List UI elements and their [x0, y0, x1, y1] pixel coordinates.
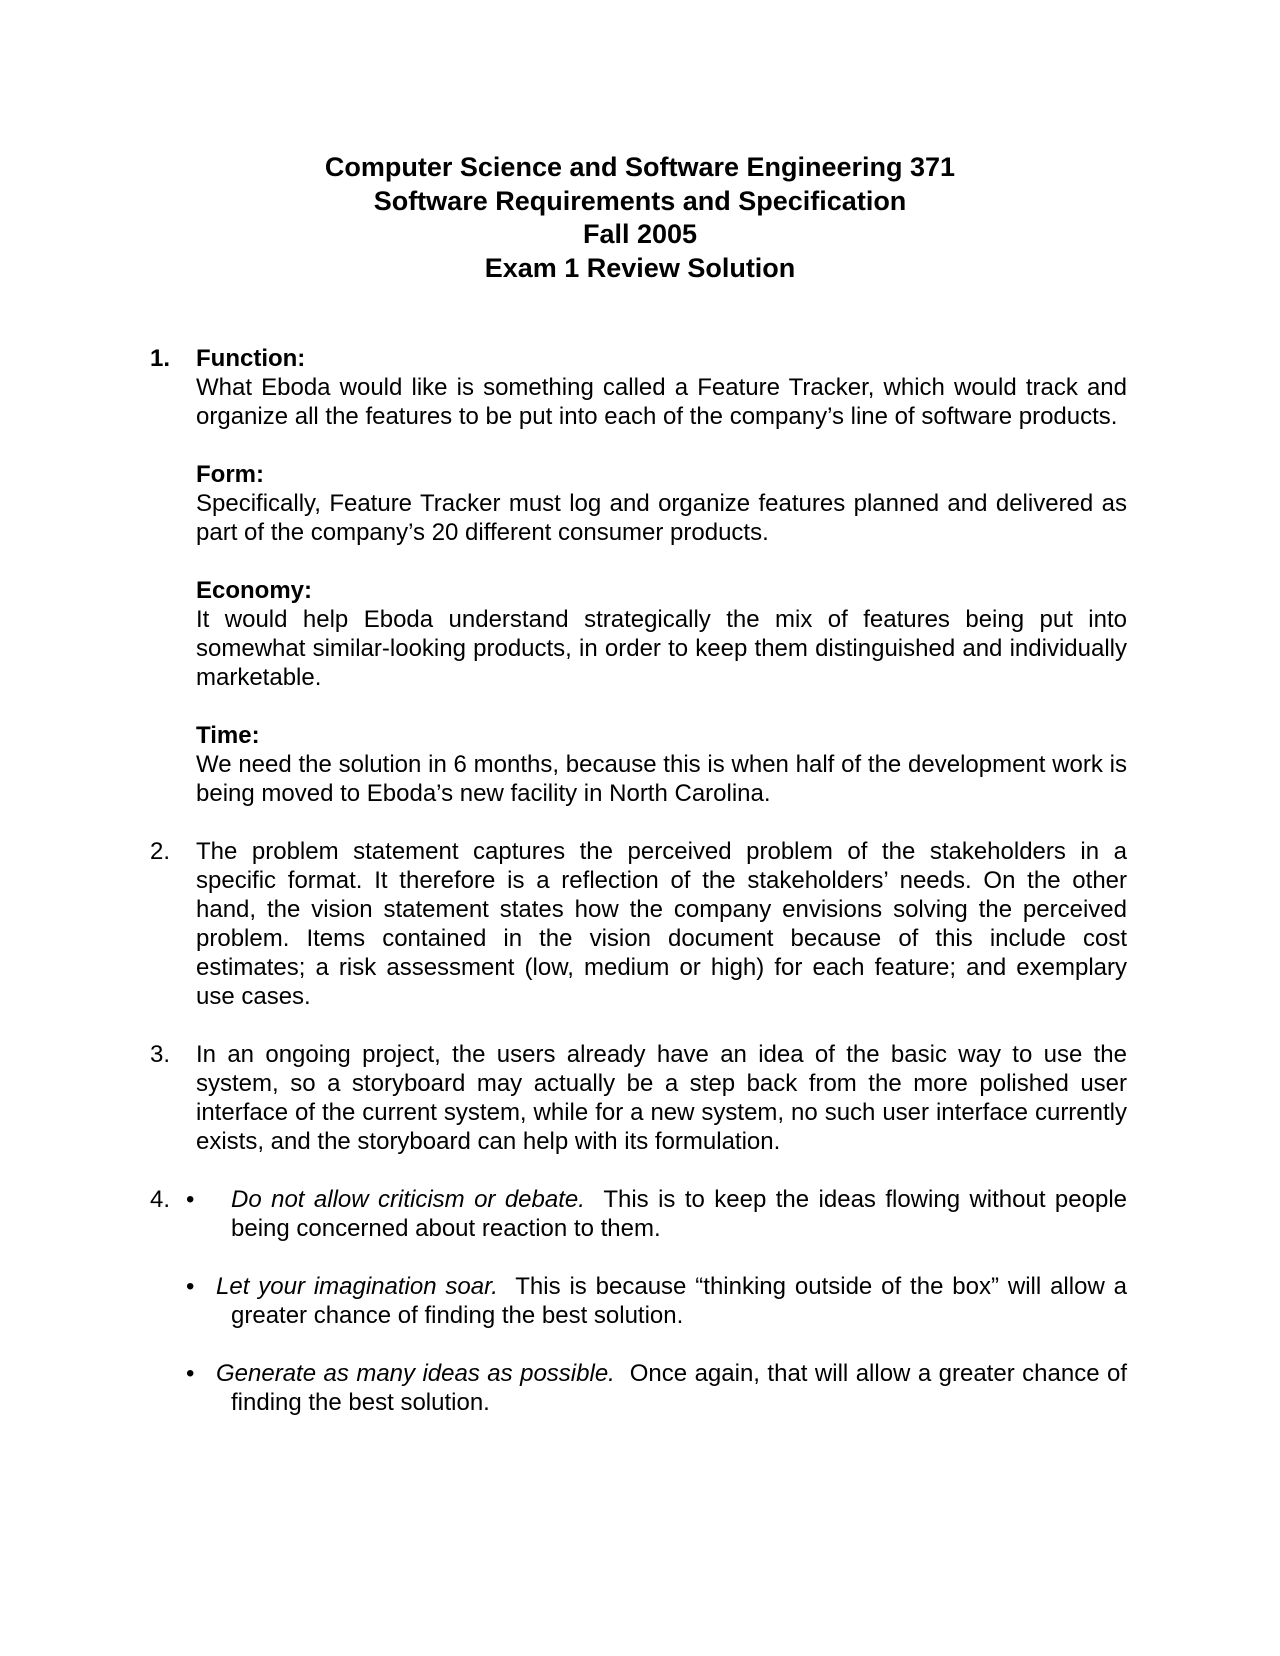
bullet-icon: • — [186, 1186, 195, 1213]
answer-4 — [150, 1185, 1134, 1417]
section-text: We need the solution in 6 months, because this is when half of the development work is being moved to Eboda’s new facility in North Carolina. — [196, 751, 1127, 807]
section-text: It would help Eboda understand strategically the mix of features being put into somewhat similar-looking products, in order to keep them distinguished and individually marketable. — [196, 606, 1127, 691]
item-number: 4. — [150, 1186, 171, 1213]
section-heading: Time: — [196, 722, 260, 749]
section-heading: Form: — [196, 461, 264, 488]
section-heading: Function: — [196, 345, 306, 372]
answer-text: The problem statement captures the perceived problem of the stakeholders in a specific format. It therefore is a reflection of the stakeholders’ needs. On the other hand, the vision statement states how the company envisions solving the perceived problem. Items contained in the vision document because of this include cost estimates; a risk assessment (low, medium or high) for each feature; and exemplary use cases. — [196, 838, 1127, 1010]
bullet-icon: • — [186, 1273, 195, 1300]
section-economy — [196, 576, 1127, 692]
item-number: 1. — [150, 345, 171, 372]
section-heading: Economy: — [196, 577, 313, 604]
answer-text: In an ongoing project, the users already have an idea of the basic way to use the system, so a storyboard may actually be a step back from the more polished user interface of the current system, while for a new system, no such user interface currently exists, and the storyboard can help with its formulation. — [196, 1041, 1127, 1155]
section-text: What Eboda would like is something called a Feature Tracker, which would track and organize all the features to be put into each of the company’s line of software products. — [196, 374, 1127, 430]
bullet-text: This is because “thinking outside of the box” will allow a greater chance of finding the best solution. — [231, 1273, 1134, 1329]
course-title: Computer Science and Software Engineering 371 — [324, 152, 956, 182]
bullet-text: This is to keep the ideas flowing without people being concerned about reaction to them. — [231, 1186, 1134, 1242]
bullet-item — [186, 1272, 1134, 1330]
bullet-item — [186, 1185, 1134, 1243]
bullet-list — [186, 1185, 1134, 1417]
answer-3 — [150, 1040, 1127, 1156]
term: Fall 2005 — [582, 219, 698, 249]
section-time — [196, 721, 1127, 808]
item-number: 3. — [150, 1041, 171, 1068]
exam-title: Exam 1 Review Solution — [484, 252, 796, 283]
section-function — [196, 344, 1127, 431]
item-number: 2. — [150, 838, 171, 865]
section-text: Specifically, Feature Tracker must log and organize features planned and delivered as part of the company’s 20 different consumer products. — [196, 490, 1127, 546]
bullet-text: Once again, that will allow a greater chance of finding the best solution. — [231, 1360, 1134, 1416]
section-form — [196, 460, 1127, 547]
answer-2 — [150, 837, 1127, 1011]
bullet-item — [186, 1359, 1134, 1417]
bullet-icon: • — [186, 1360, 195, 1387]
bullet-emphasis: Generate as many ideas as possible. — [216, 1360, 615, 1387]
answer-1 — [150, 344, 1127, 808]
bullet-emphasis: Let your imagination soar. — [216, 1273, 498, 1300]
answer-list — [150, 344, 1134, 1446]
bullet-emphasis: Do not allow criticism or debate. — [231, 1186, 585, 1213]
course-subtitle: Software Requirements and Specification — [373, 185, 907, 216]
document-title — [0, 151, 1280, 285]
